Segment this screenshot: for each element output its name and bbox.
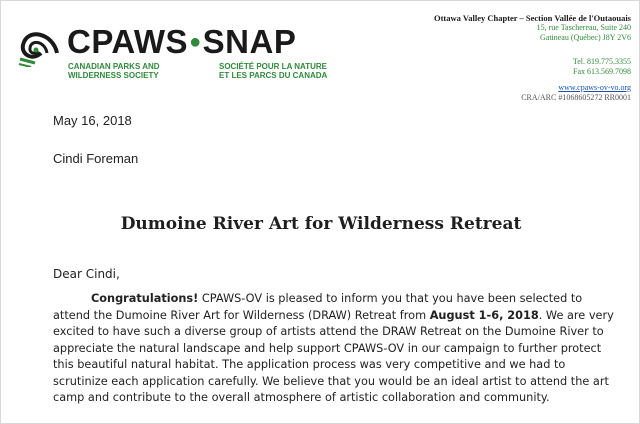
brand-subtitle-en-line: CANADIAN PARKS AND (68, 62, 160, 71)
brand-subtitle-fr-line: ET LES PARCS DU CANADA (219, 71, 328, 80)
brand-dot-icon: ● (189, 31, 202, 53)
fax: Fax 613.569.7098 (573, 67, 631, 76)
letter-body-paragraph (53, 291, 619, 407)
brand-wordmark (67, 25, 296, 59)
brand-subtitle-en (68, 62, 160, 80)
brand-right: SNAP (202, 23, 297, 60)
body-text: CPAWS-OV is pleased to inform you that you have been selected to attend the Dumoine River Art for Wilderness (DRAW) Retreat from (53, 292, 583, 322)
cpaws-snap-logo (11, 15, 341, 80)
recipient-name: Cindi Foreman (53, 151, 139, 166)
salutation: Dear Cindi, (53, 267, 120, 281)
charity-number: CRA/ARC #1068605272 RR0001 (521, 93, 631, 102)
address-line: Gatineau (Québec) J8Y 2V6 (539, 33, 631, 42)
website-link[interactable]: www.cpaws-ov-vo.org (558, 83, 631, 92)
address-line: 15, rue Taschereau, Suite 240 (536, 23, 631, 32)
brand-left: CPAWS (67, 23, 189, 60)
letterhead-contact (434, 13, 631, 103)
brand-subtitle-en-line: WILDERNESS SOCIETY (68, 71, 159, 80)
letter-title: Dumoine River Art for Wilderness Retreat (120, 214, 522, 234)
brand-subtitle-fr-line: SOCIÉTÉ POUR LA NATURE (219, 62, 328, 71)
congratulations-text: Congratulations! (91, 292, 199, 305)
chapter-name: Ottawa Valley Chapter – Section Vallée de l'Outaouais (433, 13, 631, 23)
telephone: Tel. 819.775.3355 (572, 57, 631, 66)
body-text: . We are very excited to have such a diverse group of artists attend the DRAW Retreat on the Dumoine River to appreciate the natural landscape and help support CPAWS-OV in our campaign to further protect this beautiful natural habitat. The application process was very competitive and we had to scrutinize each application carefully. We believe that you would be an ideal artist to attend the art camp and contribute to the overall atmosphere of artistic collaboration and community. (53, 308, 614, 404)
brand-subtitle-fr (219, 62, 327, 80)
letter-date: May 16, 2018 (53, 113, 132, 128)
retreat-dates: August 1-6, 2018 (429, 308, 539, 322)
spiral-logo-icon (17, 23, 61, 67)
